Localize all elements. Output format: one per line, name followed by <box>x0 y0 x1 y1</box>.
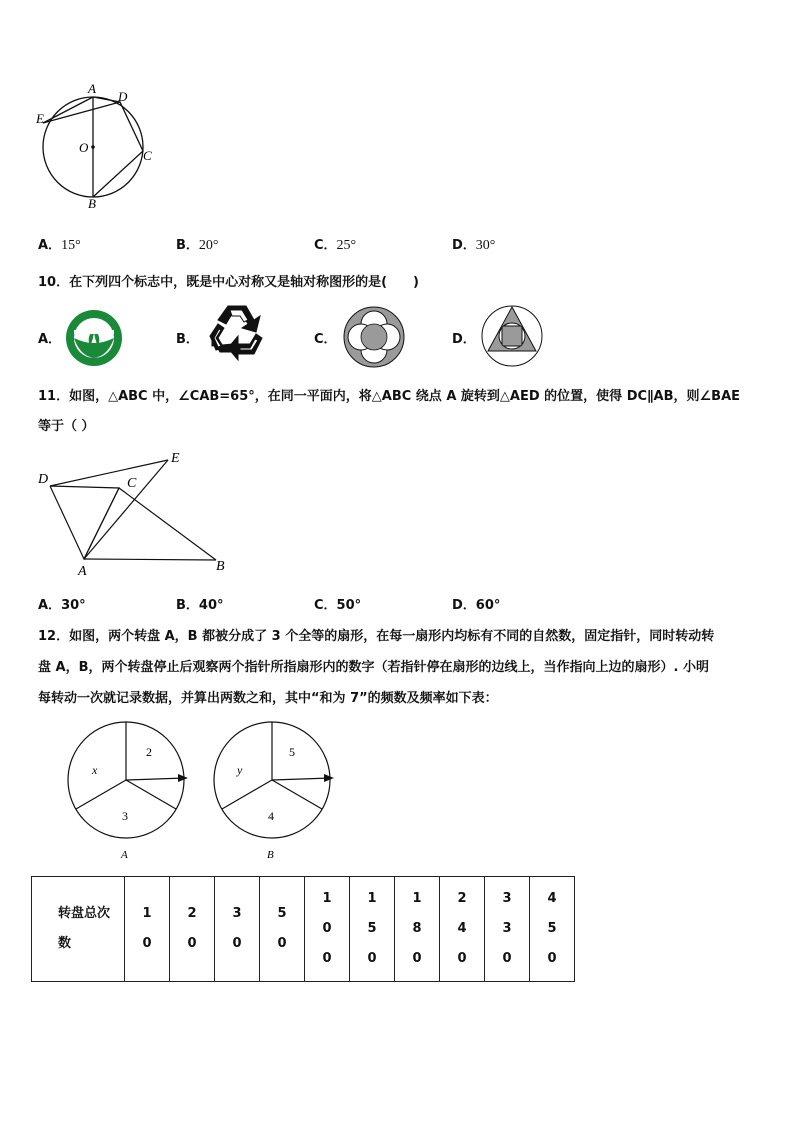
q11-label-a: A <box>78 564 87 578</box>
spinner-a-caption: A <box>121 849 128 861</box>
q9-option-d: D．30° <box>452 238 496 253</box>
four-petal-circle-figure <box>342 305 406 369</box>
q11-option-b: B．40° <box>176 598 224 613</box>
table-row <box>32 877 575 982</box>
table-header-total-spins: 转盘总次 数 <box>32 877 125 982</box>
spinner-a-variable-x: x <box>92 763 98 777</box>
table-cell: 3 3 0 <box>485 877 530 982</box>
q11-option-c: C．50° <box>314 598 362 613</box>
q9-label-e: E <box>36 111 44 126</box>
spinner-b <box>210 720 340 862</box>
q11-stem-line1: 11．如图，△ABC 中，∠CAB=65°，在同一平面内，将△ABC 绕点 A 旋转到△AED 的位置，使得 DC∥AB，则∠BAE <box>38 389 741 404</box>
q11-stem-line2: 等于（ ） <box>38 419 95 434</box>
q11-label-e: E <box>171 451 180 466</box>
q10-option-d-label: D． <box>452 332 476 347</box>
q10-option-c-label: C． <box>314 332 337 347</box>
table-cell: 2 4 0 <box>440 877 485 982</box>
q12-stem-line3: 每转动一次就记录数据，并算出两数之和，其中“和为 7”的频数及频率如下表： <box>38 691 498 706</box>
table-cell: 1 0 0 <box>305 877 350 982</box>
q11-label-d: D <box>38 472 49 487</box>
q11-option-d: D．60° <box>452 598 501 613</box>
table-cell: 2 0 <box>170 877 215 982</box>
table-cell: 5 0 <box>260 877 305 982</box>
q10-stem: 10．在下列四个标志中，既是中心对称又是轴对称图形的是( ) <box>38 275 419 290</box>
q9-label-o: O <box>79 140 89 155</box>
q10-option-a-label: A． <box>38 332 62 347</box>
spinner-b-variable-y: y <box>237 763 243 777</box>
spinner-a-number-top: 2 <box>146 745 152 759</box>
q9-label-c: C <box>143 148 152 163</box>
spinner-b-caption: B <box>267 849 274 861</box>
q11-rotation-figure <box>34 446 234 578</box>
frequency-table <box>31 876 575 982</box>
q12-stem-line2: 盘 A，B，两个转盘停止后观察两个指针所指扇形内的数字（若指针停在扇形的边线上，当作指向上边的扇形）. 小明 <box>38 660 709 675</box>
spinner-b-number-top: 5 <box>289 745 295 759</box>
q9-label-a: A <box>88 82 96 96</box>
q11-label-b: B <box>216 559 225 574</box>
spinner-b-number-bottom: 4 <box>268 809 274 823</box>
triangle-in-circle-figure <box>480 304 544 368</box>
q10-option-b-label: B． <box>176 332 199 347</box>
spinner-a-number-bottom: 3 <box>122 809 128 823</box>
q9-circle-figure <box>30 82 160 212</box>
q9-option-b: B．20° <box>176 238 219 253</box>
recycle-icon <box>204 302 270 364</box>
table-cell: 1 5 0 <box>350 877 395 982</box>
table-cell: 1 8 0 <box>395 877 440 982</box>
q11-label-c: C <box>127 476 137 491</box>
q11-option-a: A．30° <box>38 598 86 613</box>
q10-green-food-logo <box>64 308 124 368</box>
q9-option-c: C．25° <box>314 238 357 253</box>
table-cell: 1 0 <box>125 877 170 982</box>
q12-stem-line1: 12．如图，两个转盘 A，B 都被分成了 3 个全等的扇形，在每一扇形内均标有不同的自然数，固定指针，同时转动转 <box>38 629 715 644</box>
q9-option-a: A．15° <box>38 238 81 253</box>
table-cell: 4 5 0 <box>530 877 575 982</box>
q9-label-d: D <box>118 89 128 104</box>
table-cell: 3 0 <box>215 877 260 982</box>
q9-label-b: B <box>88 196 96 211</box>
spinner-a <box>64 720 194 862</box>
